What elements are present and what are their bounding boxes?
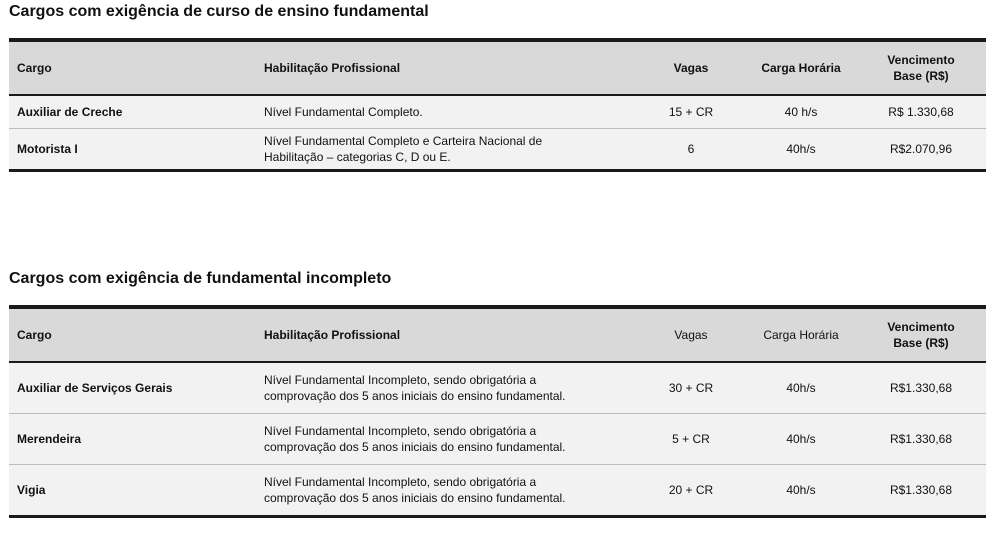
cell-carga-horaria: 40h/s [786,142,816,156]
cell-cargo: Vigia [17,483,46,497]
header-vagas: Vagas [674,328,708,342]
cell-habilitacao-line-2: Habilitação – categorias C, D ou E. [264,150,451,164]
table-row [9,96,986,129]
cell-habilitacao-line-2: comprovação dos 5 anos iniciais do ensino fundamental. [264,491,566,505]
header-cargo: Cargo [17,328,52,342]
cell-cargo: Motorista I [17,142,78,156]
header-habilitacao: Habilitação Profissional [264,61,401,75]
cell-cargo: Merendeira [17,432,82,446]
cell-habilitacao-line-1: Nível Fundamental Incompleto, sendo obrigatória a [264,373,537,387]
cell-vagas: 15 + CR [668,105,714,119]
header-vencimento-line-2: Base (R$) [893,336,949,350]
cell-vagas: 5 + CR [672,432,710,446]
cell-vencimento: R$ 1.330,68 [888,105,954,119]
cell-habilitacao-line-1: Nível Fundamental Incompleto, sendo obrigatória a [264,475,537,489]
cell-carga-horaria: 40h/s [786,381,816,395]
cell-cargo: Auxiliar de Serviços Gerais [17,381,173,395]
header-habilitacao: Habilitação Profissional [264,328,401,342]
cell-vencimento: R$2.070,96 [889,142,953,156]
table-header-row [9,42,986,96]
table-row [9,465,986,515]
cell-habilitacao-line-2: comprovação dos 5 anos iniciais do ensino fundamental. [264,440,566,454]
table-row [9,129,986,169]
table-header-row [9,309,986,363]
table-fundamental [9,38,986,172]
cell-habilitacao-line-2: comprovação dos 5 anos iniciais do ensino fundamental. [264,389,566,403]
cell-vencimento: R$1.330,68 [889,381,953,395]
cell-vagas: 20 + CR [668,483,714,497]
cell-vencimento: R$1.330,68 [889,432,953,446]
header-cargo: Cargo [17,61,52,75]
header-vencimento-line-1: Vencimento [887,53,955,67]
cell-vagas: 30 + CR [668,381,714,395]
header-vencimento-line-1: Vencimento [887,320,955,334]
table-row [9,414,986,465]
header-carga-horaria: Carga Horária [763,328,839,342]
cell-habilitacao [256,133,636,165]
header-vencimento [856,319,986,351]
cell-carga-horaria: 40h/s [786,483,816,497]
header-vagas: Vagas [673,61,709,75]
table-fundamental-incompleto [9,305,986,518]
cell-habilitacao [256,474,636,506]
header-carga-horaria: Carga Horária [761,61,841,75]
cell-vencimento: R$1.330,68 [889,483,953,497]
cell-habilitacao [256,423,636,455]
cell-habilitacao [256,372,636,404]
cell-carga-horaria: 40h/s [786,432,816,446]
cell-cargo: Auxiliar de Creche [17,105,123,119]
header-vencimento-line-2: Base (R$) [893,69,949,83]
cell-habilitacao [256,104,636,120]
table-row [9,363,986,414]
header-vencimento [856,52,986,84]
cell-habilitacao-line-1: Nível Fundamental Incompleto, sendo obrigatória a [264,424,537,438]
section-title-fundamental: Cargos com exigência de curso de ensino fundamental [9,3,429,20]
cell-vagas: 6 [687,142,695,156]
cell-habilitacao-line-1: Nível Fundamental Completo e Carteira Nacional de [264,134,543,148]
cell-carga-horaria: 40 h/s [784,105,818,119]
cell-habilitacao-line-1: Nível Fundamental Completo. [264,105,423,119]
section-title-fundamental-incompleto: Cargos com exigência de fundamental incompleto [9,270,392,287]
